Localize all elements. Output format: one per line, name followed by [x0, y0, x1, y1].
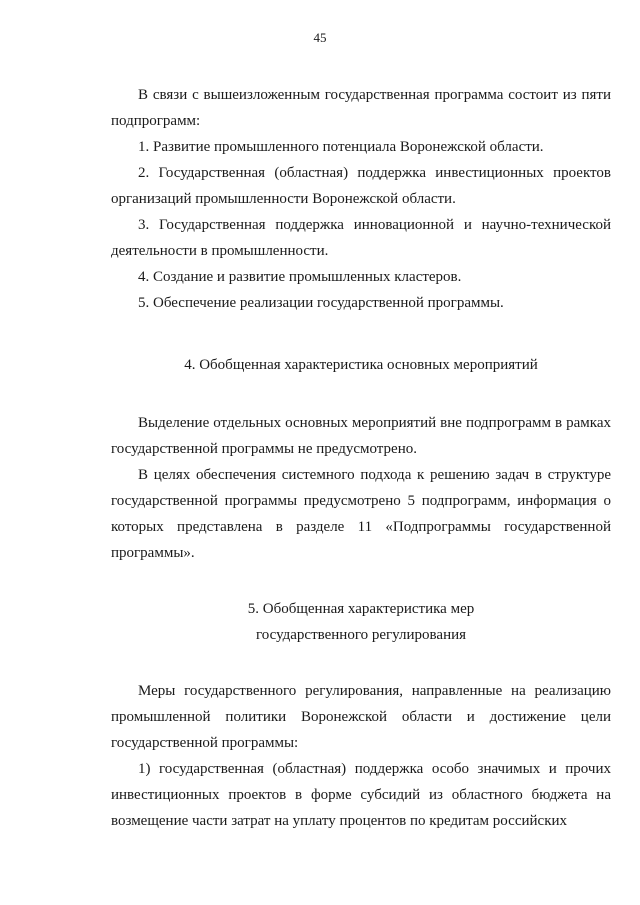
list-item: 2. Государственная (областная) поддержка инвестиционных проектов организаций промышленности Воронежской области.	[111, 165, 611, 207]
list-item: 1. Развитие промышленного потенциала Воронежской области.	[138, 139, 544, 155]
list-item: 5. Обеспечение реализации государственной программы.	[138, 295, 504, 311]
list-item: 1) государственная (областная) поддержка особо значимых и прочих инвестиционных проектов в форме субсидий из областного бюджета на возмещение части затрат на уплату процентов по кредитам российских	[111, 761, 611, 829]
list-item: 3. Государственная поддержка инновационной и научно-технической деятельности в промышленности.	[111, 217, 611, 259]
section-heading-line-2: государственного регулирования	[255, 627, 467, 643]
document-body	[111, 82, 611, 834]
section-heading-line-1: 5. Обобщенная характеристика мер	[247, 601, 475, 617]
paragraph: В целях обеспечения системного подхода к решению задач в структуре государственной программы предусмотрено 5 подпрограмм, информация о которых представлена в разделе 11 «Подпрограммы государственной программы».	[111, 467, 611, 561]
section-heading: 4. Обобщенная характеристика основных мероприятий	[184, 357, 538, 373]
paragraph: Меры государственного регулирования, направленные на реализацию промышленной политики Воронежской области и достижение цели государственной программы:	[111, 683, 611, 751]
paragraph: В связи с вышеизложенным государственная программа состоит из пяти подпрограмм:	[111, 87, 611, 129]
list-item: 4. Создание и развитие промышленных кластеров.	[138, 269, 462, 285]
page-number: 45	[313, 30, 327, 45]
paragraph: Выделение отдельных основных мероприятий вне подпрограмм в рамках государственной программы не предусмотрено.	[111, 415, 611, 457]
